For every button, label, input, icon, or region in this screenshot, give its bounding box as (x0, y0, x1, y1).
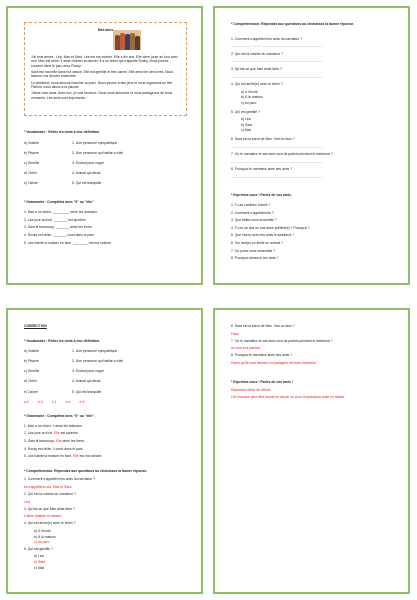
express-line: 3. Que faites-vous ensemble ? (231, 218, 277, 223)
option: a) Léa (241, 117, 251, 122)
vocab-row: c) Gentille 3. Endroit pour nager (24, 369, 104, 374)
answer-line: ……………………………………………………………………… (231, 44, 323, 49)
grammar-heading: * Grammaire : Complétez avec "il" ou "elle". (24, 199, 95, 204)
question: 1. Comment s'appellent les amis du narrateur ? (231, 36, 303, 41)
story-text (31, 55, 180, 101)
grammar-line: 5. Léa habite la maison en face. ________ est ma voisine. (24, 240, 112, 245)
answer-line: ……………………………………………………………………… (231, 159, 323, 164)
worksheet-page-1 (6, 6, 203, 285)
question: 4. Qui est arrivé(e) avec le chien ? (231, 82, 283, 87)
vocab-row: a) Voisine 1. Une personne sympathique (24, 140, 118, 145)
option: c) Au parc (241, 100, 257, 105)
question: 8. Pourquoi le narrateur aime ses amis ? (231, 353, 293, 358)
correct-option: b) Sara (34, 560, 46, 565)
question: 2. Qui est la voisine du narrateur ? (231, 51, 283, 56)
vocab-row: e) Calme 5. Qui est tranquille (24, 389, 102, 394)
option: b) À la maison (34, 534, 56, 539)
answer-line: ……………………………………………………………………… (231, 59, 323, 64)
correction-title: CORRECTION (24, 324, 47, 328)
answer: Ils vont à la piscine. (231, 346, 261, 351)
express-line: 1. Tu as combien d'amis ? (231, 203, 271, 208)
question: 7. Où le narrateur et ses amis vont-ils parfois pendant le weekend ? (231, 338, 333, 343)
vocab-row: d) Chien 4. Animal qui aboie (24, 170, 101, 175)
grammar-line: 1. Max a un chien. _________ aime les animaux. (24, 210, 98, 215)
grammar-line: 4. Rocky est drôle. _______ court dans le parc. (24, 232, 96, 237)
option: b) Sara (241, 122, 253, 127)
worksheet-page-2 (213, 6, 410, 285)
question: 8. Pourquoi le narrateur aime ses amis ? (231, 167, 293, 172)
vocab-row: d) Chien 4. Animal qui aboie (24, 379, 101, 384)
story-paragraph: J'aime mes amis. Avec eux, je suis heureux. Nous nous amusons et nous partageons de bons moments. Les amis sont importants ! (31, 91, 173, 100)
grammar-line: 3. Sara lit beaucoup. _______ aime les livres. (24, 225, 93, 230)
option: a) À l'école (34, 529, 51, 534)
option: c) Max (34, 565, 45, 570)
grammar-heading: * Grammaire : Complétez avec "il" ou "elle". (24, 414, 95, 419)
vocab-answers: a-2 b-3 c-1 d-4 e-5 (24, 399, 85, 404)
friends-photo (113, 30, 141, 50)
vocab-row: e) Calme 5. Qui est tranquille (24, 180, 102, 185)
correct-option: c) Au parc (34, 540, 50, 545)
answer-line: ……………………………………………………………………… (231, 74, 323, 79)
vocab-row: b) Piscine 2. Une personne qui habite à côté (24, 150, 123, 155)
question: 5. Qui est gentille ? (231, 109, 261, 114)
express-line: 8. Pourquoi aimes-tu tes amis ? (231, 256, 279, 261)
answer: Parce qu'ils sont heureux et partagent de bons moments. (231, 360, 317, 365)
comprehension-heading: * Compréhension: Répondez aux questions ou choisissez la bonne réponse. (231, 22, 355, 26)
vocab-row: c) Gentille 3. Endroit pour nager (24, 160, 104, 165)
option: c) Max (241, 128, 252, 133)
grammar-line: 3. Sara lit beaucoup. Elle aime les livres. (24, 439, 86, 444)
vocab-row: a) Voisine 1. Une personne sympathique (24, 349, 118, 354)
correction-page-2 (213, 308, 410, 594)
express-heading: * Exprimez-vous ! Parlez de vos amis. (231, 193, 292, 198)
express-answer: Cet exercice peut être donné en devoir ou pour l'expression orale en classe. (231, 395, 346, 400)
vocab-heading: * Vocabulaire : Reliez les mots à leur définition. (24, 130, 100, 134)
question: 5. Qui est gentille ? (24, 546, 54, 551)
grammar-line: 2. Léa joue au foot. Elle est sportive. (24, 431, 79, 436)
story-paragraph: J'ai trois amies : Léa, Max et Sara. Léa est ma voisine. Elle a dix ans. Elle aime jouer au foot avec moi. Max est drôle. Il aime chanter et danser. Il a un chien qui s'appelle Rocky. Nous jouons souvent dans le parc avec Rocky. (31, 54, 178, 68)
answer-line: ……………………………………………………………………… (231, 144, 323, 149)
option: a) À l'école (241, 89, 258, 94)
comprehension-heading: * Compréhension: Répondez aux questions ou choisissez la bonne réponse. (24, 468, 148, 473)
option: a) Léa (34, 554, 44, 559)
question: 7. Où le narrateur et ses amis vont-ils parfois pendant le weekend ? (231, 152, 333, 157)
answer: Ils s'appellent Léa, Max et Sara. (24, 485, 73, 489)
express-answer: Réponses libres de l'élève. (231, 388, 272, 393)
correction-page-1 (6, 308, 203, 594)
question: 3. Qu'est-ce que Max aime faire ? (24, 506, 75, 511)
question: 2. Qui est la voisine du narrateur ? (24, 492, 76, 497)
answer: Léa (24, 499, 30, 504)
express-line: 4. Tu es un ami ou une amie préféré(e) ? Pourquoi ? (231, 225, 310, 230)
grammar-line: 5. Léa habite la maison en face. Elle est ma voisine. (24, 454, 103, 459)
option: b) À la maison (241, 95, 263, 100)
answer: Faux (231, 331, 239, 336)
grammar-line: 2. Léa joue au foot. _______ est sportive. (24, 217, 87, 222)
express-line: 5. Que fais-tu avec tes amis le weekend ? (231, 233, 294, 238)
question: 6. Sara est la sœur de Max. Vrai ou faux ? (231, 324, 295, 328)
express-line: 7. Où jouez-vous ensemble ? (231, 248, 276, 253)
vocab-row: b) Piscine 2. Une personne qui habite à côté (24, 359, 123, 364)
vocab-heading: * Vocabulaire : Reliez les mots à leur définition. (24, 338, 100, 343)
story-title: Mes amis (97, 28, 114, 32)
grammar-line: 4. Rocky est drôle. Il court dans le parc. (24, 446, 84, 451)
story-box (24, 22, 187, 116)
express-line: 2. Comment s'appellent-ils ? (231, 210, 274, 215)
grammar-line: 1. Max a un chien. Il aime les animaux. (24, 423, 83, 428)
question: 3. Qu'est-ce que Max aime faire ? (231, 66, 282, 71)
answer: Il aime chanter et danser. (24, 514, 63, 519)
express-line: 6. Ton ami(e) a-t-il/elle un animal ? (231, 241, 283, 246)
story-paragraph: Sara est nouvelle dans ma classe. Elle est gentille et très calme. Elle aime lire des livres. Nous faisons nos devoirs ensemble. (31, 69, 174, 79)
question: 1. Comment s'appellent les amis du narrateur ? (24, 477, 96, 482)
story-paragraph: Le weekend, nous aimons marcher au parc. Nous jouons à des jeux et nous regardons un film. Parfois, nous allons à la piscine. (31, 80, 174, 90)
question: 6. Sara est la sœur de Max. Vrai ou faux ? (231, 136, 295, 141)
express-heading: * Exprimez-vous ! Parlez de vos amis ! (231, 379, 293, 384)
answer-line: ……………………………………………………………………… (231, 174, 323, 179)
question: 4. Qui est arrivé(e) avec le chien ? (24, 521, 76, 526)
